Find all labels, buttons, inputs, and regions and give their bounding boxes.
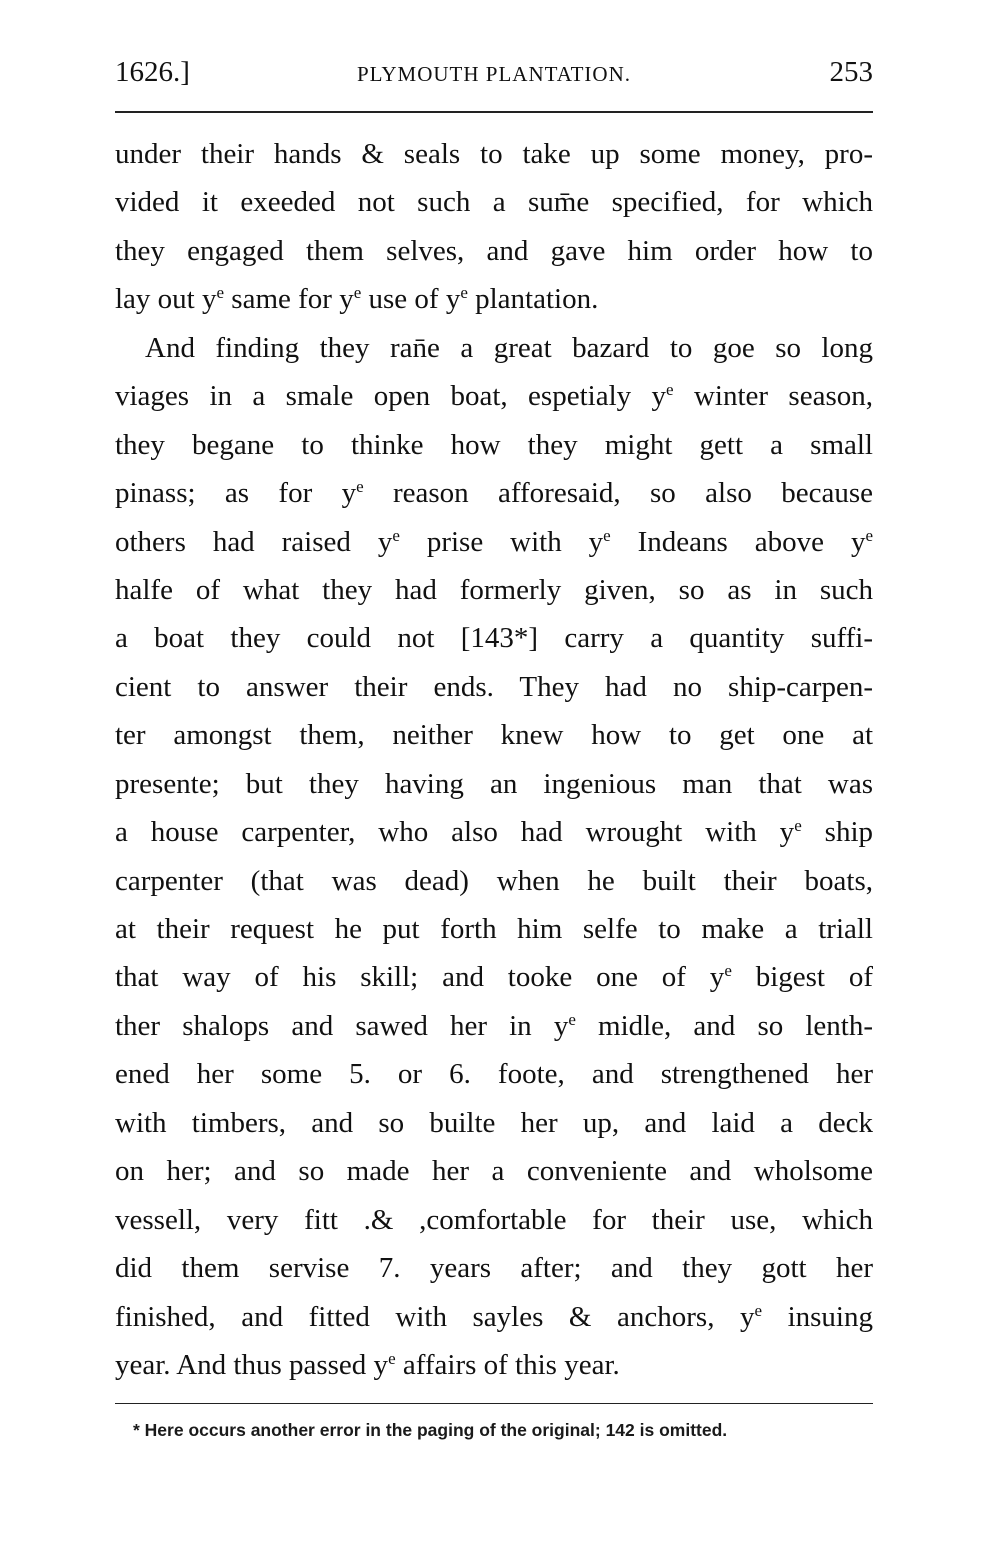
text-line: halfe of what they had formerly given, so as in such	[115, 573, 873, 606]
text-line: ened her some 5. or 6. foote, and strengthened her	[115, 1058, 873, 1091]
footnote-rule	[115, 1403, 873, 1404]
header-year: 1626.]	[115, 56, 190, 88]
text-line: ther shalops and sawed her in $y^e$ midle, and so lenth-	[115, 1009, 873, 1042]
text-line: carpenter (that was dead) when he built their boats,	[115, 864, 873, 897]
text-line: a house carpenter, who also had wrought with $y^e$ ship	[115, 816, 873, 849]
text-line: cient to answer their ends. They had no ship-carpen-	[115, 670, 873, 703]
text-line: they begane to thinke how they might gett a small	[115, 428, 873, 461]
text-line: at their request he put forth him selfe to make a triall	[115, 913, 873, 945]
header-title: PLYMOUTH PLANTATION.	[356, 62, 632, 86]
text-line: a boat they could not [143*] carry a quantity suffi-	[115, 622, 873, 655]
text-line: with timbers, and so builte her up, and laid a deck	[115, 1106, 873, 1139]
text-line: they engaged them selves, and gave him order how to	[115, 234, 873, 267]
text-line: And finding they ran̄e a great bazard to goe so long	[145, 331, 873, 364]
text-line: presente; but they having an ingenious man that was	[115, 767, 873, 800]
text-line: viages in a smale open boat, espetialy $y^e$ winter season,	[115, 380, 873, 413]
text-line: did them servise 7. years after; and they gott her	[115, 1252, 873, 1285]
text-line: vided it exeeded not such a sum̄e specified, for which	[115, 186, 873, 219]
page-number: 253	[829, 56, 873, 88]
text-line: year. And thus passed $y^e$ affairs of this year.	[115, 1348, 620, 1381]
text-line: pinass; as for $y^e$ reason afforesaid, so also because	[115, 477, 873, 510]
text-line: lay out $y^e$ same for $y^e$ use of $y^e$ plantation.	[115, 283, 599, 316]
footnote: * Here occurs another error in the paging of the original; 142 is omitted.	[133, 1420, 728, 1440]
body-text	[115, 130, 873, 1389]
text-line: ter amongst them, neither knew how to get one at	[115, 719, 873, 752]
text-line: on her; and so made her a conveniente and wholsome	[115, 1155, 873, 1188]
text-line: vessell, very fitt .& ,comfortable for their use, which	[115, 1203, 873, 1236]
text-line: that way of his skill; and tooke one of $y^e$ bigest of	[115, 961, 873, 994]
text-line: others had raised $y^e$ prise with $y^e$ Indeans above $y^e$	[115, 525, 873, 558]
text-line: finished, and fitted with sayles & anchors, $y^e$ insuing	[115, 1300, 873, 1333]
header-rule	[115, 111, 873, 113]
text-line: under their hands & seals to take up some money, pro-	[115, 138, 873, 170]
running-header	[115, 52, 873, 92]
